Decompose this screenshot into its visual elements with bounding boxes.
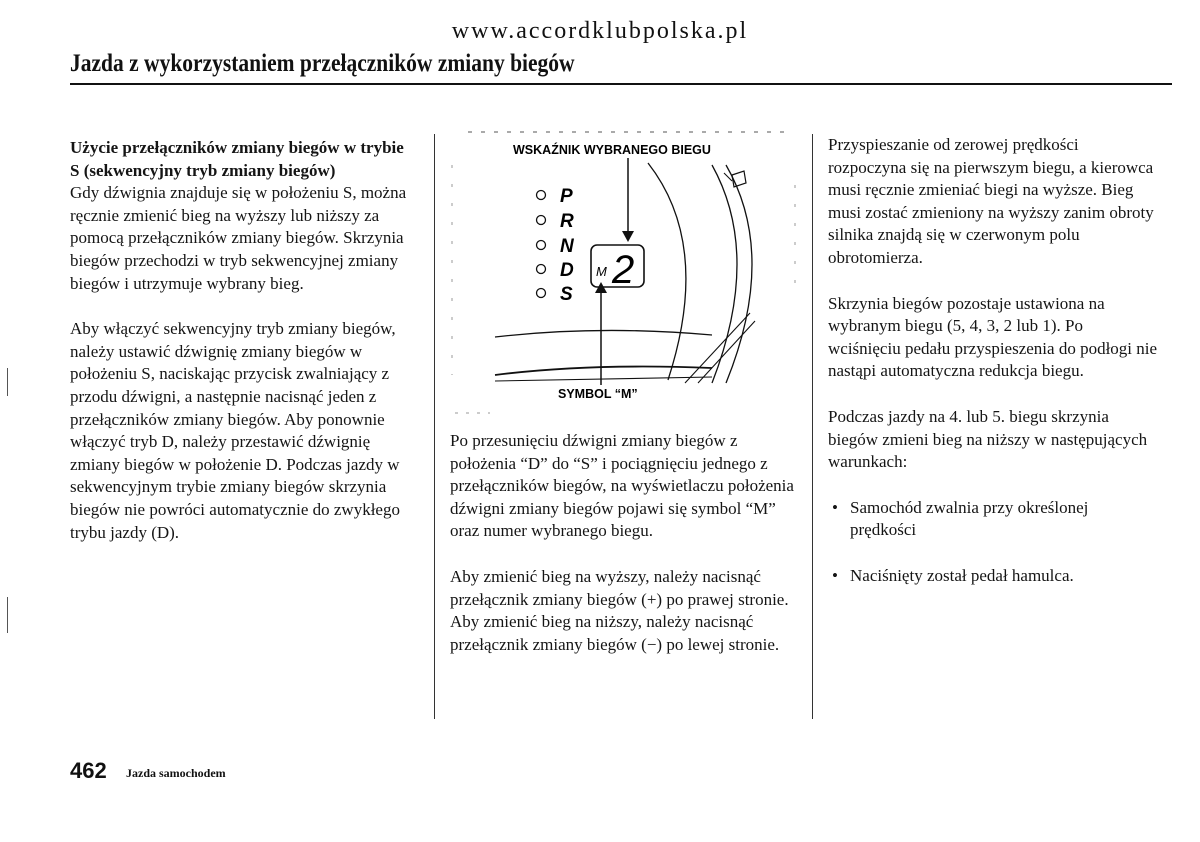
gear-letter-d: D: [560, 260, 574, 281]
trim-line: [685, 313, 750, 383]
left-paragraph-1: Gdy dźwignia znajduje się w położeniu S, można ręcznie zmienić bieg na wyższy lub niższy za pomocą przełączników zmiany biegów. Skrzynia biegów przechodzi w tryb sekwencyjnej zmiany biegów i utrzymuje wybrany bieg.: [70, 183, 407, 293]
right-paragraph-2: Skrzynia biegów pozostaje ustawiona na wybranym biegu (5, 4, 3, 2 lub 1). Po wciśnięciu pedału przyspieszenia do podłogi nie nastąpi automatyczna redukcja biegu.: [828, 293, 1158, 381]
bullet-text: Naciśnięty został pedał hamulca.: [850, 565, 1074, 585]
left-column: [70, 137, 415, 567]
right-paragraph-3: Podczas jazdy na 4. lub 5. biegu skrzynia biegów zmieni bieg na niższy w następujących warunkach:: [828, 406, 1148, 472]
margin-mark: [7, 368, 8, 396]
gear-letter-r: R: [560, 211, 574, 232]
left-paragraph-2: Aby włączyć sekwencyjny tryb zmiany biegów, należy ustawić dźwignię zmiany biegów w położeniu S, naciskając przycisk zwalniający z przodu dźwigni, a następnie nacisnąć jeden z przełączników zmiany biegów. Aby ponownie włączyć tryb D, należy przestawić dźwignię zmiany biegów w położenie D. Podczas jazdy w sekwencyjnym trybie zmiany biegów skrzynia biegów nie powróci automatycznie do zwykłego trybu jazdy (D).: [70, 319, 400, 542]
site-url: www.accordklubpolska.pl: [451, 18, 749, 44]
page-number: 462: [70, 758, 107, 783]
column-divider-right: [812, 134, 813, 719]
gear-dot-n: [537, 241, 546, 250]
page-title: Jazda z wykorzystaniem przełączników zmiany biegów: [70, 50, 575, 77]
title-divider: [70, 83, 1172, 85]
middle-paragraph-1: Po przesunięciu dźwigni zmiany biegów z położenia “D” do “S” i pociągnięciu jednego z przełączników biegów, na wyświetlaczu położenia dźwigni zmiany biegów pojawi się symbol “M” oraz numer wybranego biegu.: [450, 431, 794, 541]
gear-dot-r: [537, 216, 546, 225]
column-divider-left: [434, 134, 435, 719]
list-item: [828, 497, 1158, 542]
margin-mark: [7, 597, 8, 633]
display-mode-symbol: M: [596, 264, 607, 279]
middle-column: [450, 430, 795, 679]
section-footer-label: Jazda samochodem: [126, 766, 226, 780]
gear-letter-n: N: [560, 236, 574, 257]
gear-dot-p: [537, 191, 546, 200]
gear-indicator-illustration: [450, 125, 800, 425]
right-paragraph-1: Przyspieszanie od zerowej prędkości rozpoczyna się na pierwszym biegu, a kierowca musi ręcznie zmieniać biegi na wyższe. Bieg musi zostać zmieniony na wyższy zanim obroty silnika znajdą się w czerwonym polu obrotomierza.: [828, 135, 1154, 267]
bezel-clip: [732, 171, 746, 187]
bullet-icon: •: [832, 497, 838, 517]
gear-dot-d: [537, 265, 546, 274]
bullet-text: Samochód zwalnia przy określonej prędkości: [850, 497, 1089, 540]
bezel-arc-outer: [726, 165, 752, 383]
display-gear-number: 2: [612, 248, 635, 292]
bezel-arc-inner: [648, 163, 686, 380]
trim-line: [698, 321, 755, 383]
list-item: [828, 565, 1158, 588]
selected-gear-label: WSKAŹNIK WYBRANEGO BIEGU: [513, 143, 711, 157]
gear-dot-s: [537, 289, 546, 298]
middle-paragraph-2: Aby zmienić bieg na wyższy, należy nacisnąć przełącznik zmiany biegów (+) po prawej stronie. Aby zmienić bieg na niższy, należy nacisnąć przełącznik zmiany biegów (−) po lewej stronie.: [450, 566, 789, 654]
gear-indicator-diagram: [450, 125, 800, 425]
gear-letter-p: P: [560, 186, 573, 207]
bullet-icon: •: [832, 565, 838, 585]
symbol-m-label: SYMBOL “M”: [558, 387, 638, 401]
arrow-down-icon: [622, 231, 634, 242]
gear-letter-s: S: [560, 284, 573, 305]
panel-curve-lower: [495, 367, 712, 375]
panel-edge-line: [495, 377, 712, 381]
section-subheading: Użycie przełączników zmiany biegów w trybie S (sekwencyjny tryb zmiany biegów): [70, 138, 404, 180]
right-column: [828, 134, 1158, 611]
